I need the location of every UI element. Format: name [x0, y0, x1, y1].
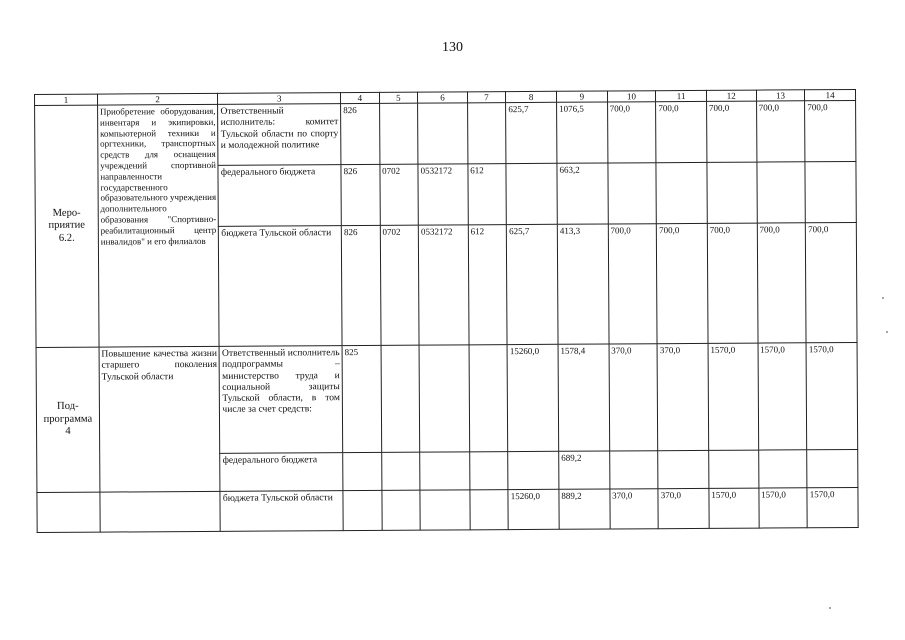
table-cell: 1570,0 — [807, 487, 858, 527]
table-cell — [381, 345, 420, 452]
table-cell: 825 — [342, 345, 381, 452]
table-cell: 370,0 — [610, 489, 659, 529]
table-cell: 700,0 — [805, 100, 856, 161]
group-label: Под- программа 4 — [36, 347, 100, 492]
table-cell — [470, 490, 509, 530]
table-cell: 370,0 — [609, 344, 658, 451]
group-description: Повышение качества жизни старшего поколения Тульской области — [99, 346, 220, 492]
column-number: 13 — [756, 90, 805, 101]
funding-source: федерального бюджета — [218, 165, 341, 227]
table-cell: 826 — [341, 164, 380, 225]
table-cell: 612 — [468, 164, 507, 225]
table-cell — [506, 163, 557, 224]
table-cell — [343, 452, 382, 490]
column-number: 12 — [706, 90, 756, 101]
table-cell — [382, 490, 421, 530]
table-cell: 625,7 — [507, 224, 558, 344]
table-cell: 1076,5 — [557, 102, 608, 163]
scan-speck — [882, 297, 884, 299]
column-number: 11 — [656, 90, 707, 101]
funding-source: Ответственный исполнитель подпрограммы – министерство труда и социальной защиты Тульской области, в том числе за счет средств: — [219, 346, 342, 454]
scan-speck — [886, 331, 888, 333]
table-cell — [420, 452, 470, 490]
table-cell: 1570,0 — [708, 343, 758, 450]
table-cell — [418, 103, 468, 164]
column-number: 3 — [218, 93, 341, 105]
table-cell: 700,0 — [757, 223, 806, 343]
table-cell — [609, 451, 658, 489]
table-cell: 15260,0 — [508, 489, 559, 529]
column-number: 8 — [506, 91, 557, 102]
table-cell: 700,0 — [656, 101, 707, 162]
table-cell — [805, 161, 856, 222]
funding-source: бюджета Тульской области — [220, 491, 343, 532]
table-cell — [658, 450, 709, 488]
table-row — [37, 487, 858, 532]
table-cell — [419, 345, 469, 452]
table-cell — [469, 452, 508, 490]
column-number: 5 — [379, 92, 418, 103]
table-cell: 700,0 — [657, 223, 708, 343]
table-cell: 0532172 — [418, 225, 468, 345]
group-description: Приобретение оборудования, инвентаря и экипировки, компьютерной техники и оргтехники, транспортных средств для оснащения учреждений спортивной направленности государственного образовательного учреждения дополнительного образования "Спортивно-реабилитационный центр инвалидов" и его филиалов — [97, 104, 219, 347]
table-cell — [757, 162, 806, 223]
table-cell: 0702 — [380, 164, 419, 225]
table-cell: 370,0 — [657, 343, 708, 450]
table-row — [35, 100, 856, 166]
table-cell — [343, 490, 382, 530]
table-cell: 370,0 — [658, 488, 709, 528]
table-cell: 700,0 — [806, 222, 857, 342]
column-number: 1 — [35, 94, 98, 105]
page-number: 130 — [442, 40, 463, 55]
table-cell: 700,0 — [608, 224, 657, 344]
table-cell: 1578,4 — [558, 344, 609, 451]
table-cell — [758, 450, 807, 488]
column-number: 7 — [467, 92, 506, 103]
table-cell: 663,2 — [557, 163, 608, 224]
table-cell: 1570,0 — [806, 342, 857, 449]
table-cell — [381, 452, 420, 490]
table-cell — [379, 103, 418, 164]
table-cell: 700,0 — [756, 101, 805, 162]
table-cell: 700,0 — [707, 223, 757, 343]
table-cell — [420, 490, 470, 530]
table-cell: 689,2 — [559, 451, 610, 489]
table-cell: 826 — [341, 225, 380, 345]
table-cell — [100, 491, 221, 532]
table-cell: 612 — [468, 225, 507, 345]
table-cell: 700,0 — [607, 102, 656, 163]
column-number: 2 — [97, 93, 218, 105]
group-label: Меро- приятие 6.2. — [35, 105, 99, 347]
table-cell: 0532172 — [418, 164, 468, 225]
table-cell: 0702 — [380, 225, 419, 345]
funding-source: Ответственный исполнитель: комитет Тульской области по спорту и молодежной политике — [218, 104, 341, 166]
table-row — [36, 342, 858, 454]
column-number: 6 — [418, 92, 468, 103]
table-cell: 700,0 — [706, 101, 756, 162]
table-cell: 15260,0 — [507, 344, 558, 451]
funding-source: бюджета Тульской области — [219, 226, 342, 347]
table-cell: 413,3 — [557, 224, 608, 344]
table-cell — [608, 163, 657, 224]
table-cell: 826 — [341, 103, 380, 164]
table-cell — [709, 450, 759, 488]
scan-speck — [829, 607, 831, 609]
column-number: 9 — [556, 91, 607, 102]
table-cell — [469, 345, 508, 452]
table-cell: 1570,0 — [709, 488, 759, 528]
table-cell — [656, 162, 707, 223]
table-cell — [508, 451, 559, 489]
budget-table — [34, 89, 859, 533]
column-number: 4 — [341, 92, 380, 103]
table-cell — [37, 492, 100, 532]
table-cell — [807, 449, 858, 487]
table-cell: 889,2 — [559, 489, 610, 529]
table-cell — [467, 103, 506, 164]
table-cell: 1570,0 — [758, 343, 807, 450]
table-cell — [707, 162, 757, 223]
table-cell: 1570,0 — [759, 488, 808, 528]
column-number: 10 — [607, 91, 656, 102]
table-cell: 625,7 — [506, 102, 557, 163]
column-number: 14 — [805, 89, 856, 100]
funding-source: федерального бюджета — [220, 453, 343, 492]
